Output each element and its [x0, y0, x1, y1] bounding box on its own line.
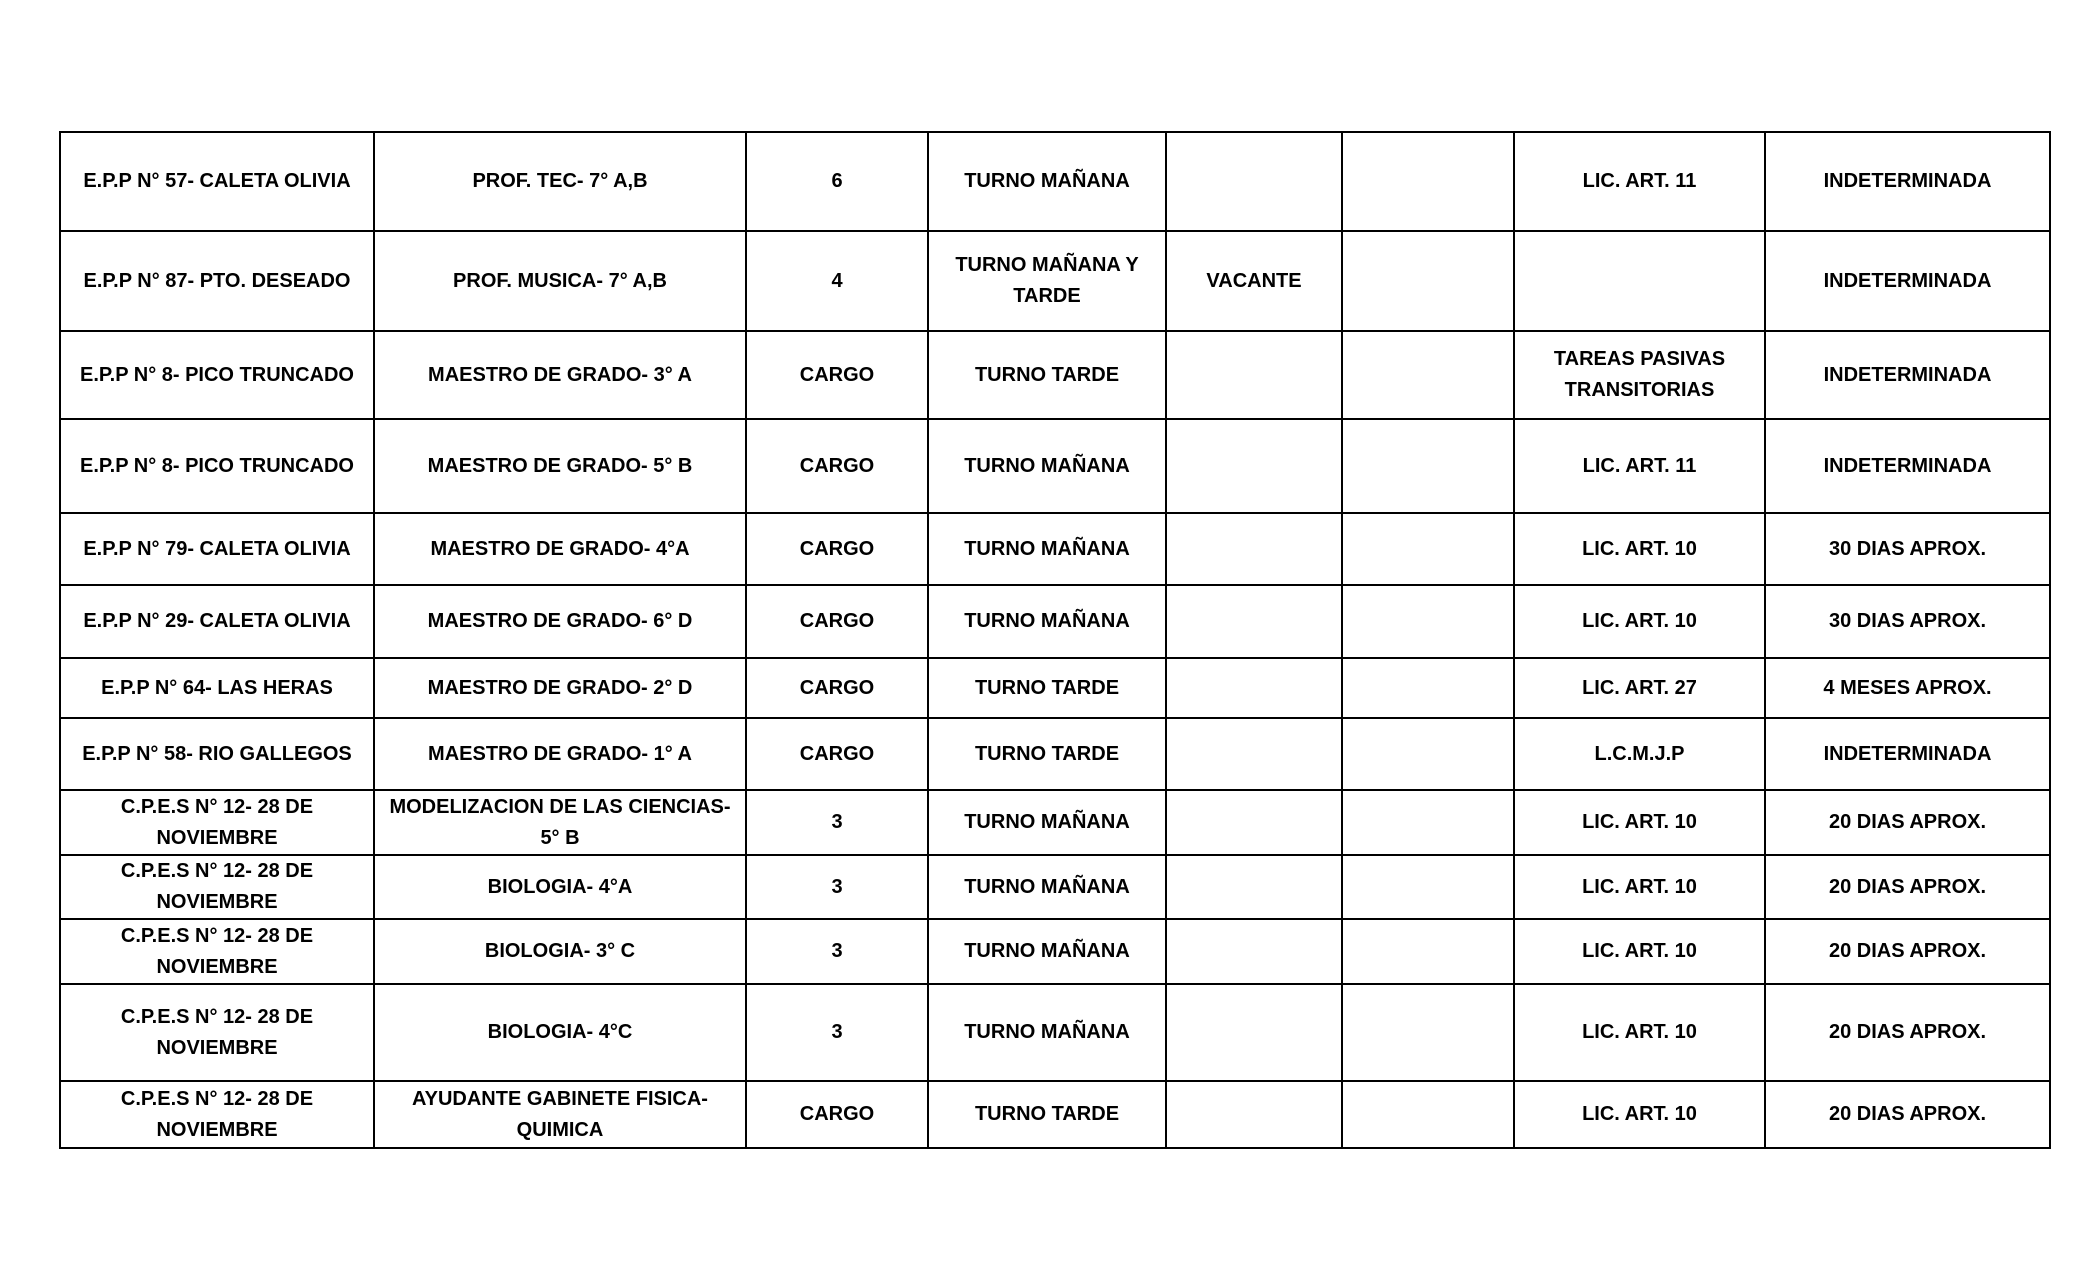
table-row [60, 718, 2050, 790]
position-cell: BIOLOGIA- 4°C [374, 984, 746, 1081]
school-cell: C.P.E.S N° 12- 28 DE NOVIEMBRE [60, 984, 374, 1081]
status-cell [1166, 331, 1342, 419]
reason-cell: LIC. ART. 10 [1514, 984, 1765, 1081]
duration-cell: 30 DIAS APROX. [1765, 513, 2050, 585]
status-cell [1166, 585, 1342, 658]
table-row [60, 513, 2050, 585]
duration-cell: 20 DIAS APROX. [1765, 790, 2050, 855]
shift-cell: TURNO MAÑANA [928, 513, 1166, 585]
status-cell [1166, 132, 1342, 231]
table-row [60, 331, 2050, 419]
school-cell: C.P.E.S N° 12- 28 DE NOVIEMBRE [60, 790, 374, 855]
duration-cell: INDETERMINADA [1765, 718, 2050, 790]
duration-cell: 20 DIAS APROX. [1765, 1081, 2050, 1148]
table-row [60, 231, 2050, 331]
shift-cell: TURNO MAÑANA Y TARDE [928, 231, 1166, 331]
empty-cell [1342, 513, 1514, 585]
shift-cell: TURNO TARDE [928, 331, 1166, 419]
table-row [60, 132, 2050, 231]
empty-cell [1342, 132, 1514, 231]
school-cell: C.P.E.S N° 12- 28 DE NOVIEMBRE [60, 1081, 374, 1148]
table-row [60, 919, 2050, 984]
school-cell: E.P.P N° 64- LAS HERAS [60, 658, 374, 718]
reason-cell: LIC. ART. 10 [1514, 513, 1765, 585]
table-row [60, 855, 2050, 919]
hours-cell: 3 [746, 984, 928, 1081]
status-cell [1166, 1081, 1342, 1148]
hours-cell: CARGO [746, 585, 928, 658]
hours-cell: CARGO [746, 331, 928, 419]
school-cell: E.P.P N° 79- CALETA OLIVIA [60, 513, 374, 585]
hours-cell: 6 [746, 132, 928, 231]
duration-cell: 30 DIAS APROX. [1765, 585, 2050, 658]
shift-cell: TURNO TARDE [928, 1081, 1166, 1148]
position-cell: MAESTRO DE GRADO- 4°A [374, 513, 746, 585]
status-cell [1166, 790, 1342, 855]
duration-cell: INDETERMINADA [1765, 331, 2050, 419]
shift-cell: TURNO MAÑANA [928, 919, 1166, 984]
reason-cell: LIC. ART. 10 [1514, 1081, 1765, 1148]
duration-cell: 20 DIAS APROX. [1765, 984, 2050, 1081]
reason-cell: LIC. ART. 11 [1514, 419, 1765, 513]
reason-cell: LIC. ART. 10 [1514, 919, 1765, 984]
table-row [60, 1081, 2050, 1148]
hours-cell: CARGO [746, 1081, 928, 1148]
vacancy-table [59, 131, 2051, 1149]
school-cell: E.P.P N° 57- CALETA OLIVIA [60, 132, 374, 231]
empty-cell [1342, 919, 1514, 984]
empty-cell [1342, 585, 1514, 658]
table-row [60, 658, 2050, 718]
status-cell [1166, 513, 1342, 585]
hours-cell: 3 [746, 855, 928, 919]
hours-cell: CARGO [746, 718, 928, 790]
empty-cell [1342, 231, 1514, 331]
empty-cell [1342, 419, 1514, 513]
empty-cell [1342, 658, 1514, 718]
shift-cell: TURNO MAÑANA [928, 790, 1166, 855]
duration-cell: 4 MESES APROX. [1765, 658, 2050, 718]
school-cell: E.P.P N° 8- PICO TRUNCADO [60, 331, 374, 419]
position-cell: BIOLOGIA- 4°A [374, 855, 746, 919]
position-cell: MAESTRO DE GRADO- 1° A [374, 718, 746, 790]
empty-cell [1342, 718, 1514, 790]
status-cell [1166, 658, 1342, 718]
empty-cell [1342, 331, 1514, 419]
empty-cell [1342, 1081, 1514, 1148]
hours-cell: 3 [746, 919, 928, 984]
shift-cell: TURNO TARDE [928, 658, 1166, 718]
school-cell: C.P.E.S N° 12- 28 DE NOVIEMBRE [60, 855, 374, 919]
table-body [60, 132, 2050, 1148]
reason-cell: L.C.M.J.P [1514, 718, 1765, 790]
duration-cell: INDETERMINADA [1765, 132, 2050, 231]
empty-cell [1342, 855, 1514, 919]
position-cell: MAESTRO DE GRADO- 3° A [374, 331, 746, 419]
shift-cell: TURNO TARDE [928, 718, 1166, 790]
school-cell: C.P.E.S N° 12- 28 DE NOVIEMBRE [60, 919, 374, 984]
shift-cell: TURNO MAÑANA [928, 132, 1166, 231]
school-cell: E.P.P N° 87- PTO. DESEADO [60, 231, 374, 331]
school-cell: E.P.P N° 29- CALETA OLIVIA [60, 585, 374, 658]
position-cell: MAESTRO DE GRADO- 5° B [374, 419, 746, 513]
table-row [60, 790, 2050, 855]
position-cell: MODELIZACION DE LAS CIENCIAS- 5° B [374, 790, 746, 855]
shift-cell: TURNO MAÑANA [928, 585, 1166, 658]
duration-cell: INDETERMINADA [1765, 419, 2050, 513]
reason-cell: LIC. ART. 10 [1514, 585, 1765, 658]
duration-cell: 20 DIAS APROX. [1765, 919, 2050, 984]
table-row [60, 419, 2050, 513]
reason-cell: LIC. ART. 10 [1514, 790, 1765, 855]
shift-cell: TURNO MAÑANA [928, 855, 1166, 919]
position-cell: PROF. TEC- 7° A,B [374, 132, 746, 231]
position-cell: BIOLOGIA- 3° C [374, 919, 746, 984]
reason-cell [1514, 231, 1765, 331]
empty-cell [1342, 790, 1514, 855]
position-cell: MAESTRO DE GRADO- 6° D [374, 585, 746, 658]
hours-cell: 4 [746, 231, 928, 331]
hours-cell: 3 [746, 790, 928, 855]
reason-cell: LIC. ART. 11 [1514, 132, 1765, 231]
duration-cell: 20 DIAS APROX. [1765, 855, 2050, 919]
table-row [60, 585, 2050, 658]
hours-cell: CARGO [746, 513, 928, 585]
hours-cell: CARGO [746, 658, 928, 718]
shift-cell: TURNO MAÑANA [928, 984, 1166, 1081]
position-cell: PROF. MUSICA- 7° A,B [374, 231, 746, 331]
position-cell: AYUDANTE GABINETE FISICA-QUIMICA [374, 1081, 746, 1148]
status-cell [1166, 855, 1342, 919]
reason-cell: LIC. ART. 27 [1514, 658, 1765, 718]
reason-cell: TAREAS PASIVAS TRANSITORIAS [1514, 331, 1765, 419]
hours-cell: CARGO [746, 419, 928, 513]
status-cell [1166, 984, 1342, 1081]
status-cell [1166, 718, 1342, 790]
duration-cell: INDETERMINADA [1765, 231, 2050, 331]
status-cell: VACANTE [1166, 231, 1342, 331]
status-cell [1166, 919, 1342, 984]
status-cell [1166, 419, 1342, 513]
table-row [60, 984, 2050, 1081]
school-cell: E.P.P N° 58- RIO GALLEGOS [60, 718, 374, 790]
position-cell: MAESTRO DE GRADO- 2° D [374, 658, 746, 718]
shift-cell: TURNO MAÑANA [928, 419, 1166, 513]
school-cell: E.P.P N° 8- PICO TRUNCADO [60, 419, 374, 513]
reason-cell: LIC. ART. 10 [1514, 855, 1765, 919]
empty-cell [1342, 984, 1514, 1081]
